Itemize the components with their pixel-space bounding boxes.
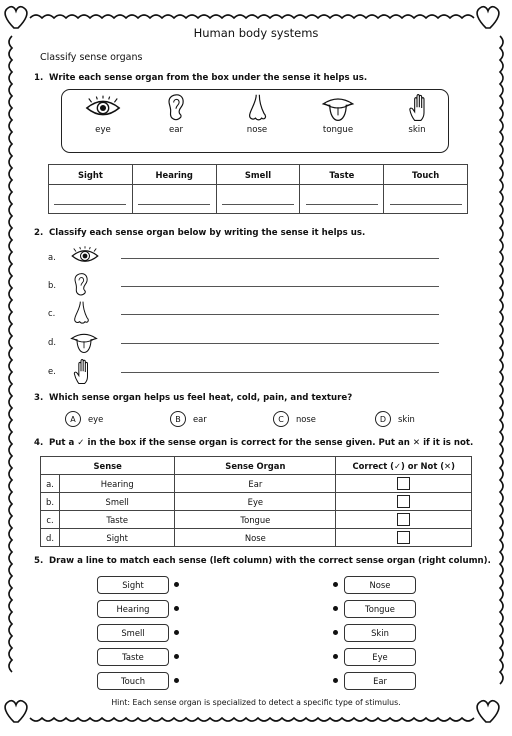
- table-header: Sense: [41, 457, 175, 475]
- left-match-dot[interactable]: [174, 606, 179, 611]
- organ-label: nose: [246, 125, 268, 135]
- question-3: [34, 393, 352, 403]
- right-match-dot[interactable]: [333, 606, 338, 611]
- answer-cell[interactable]: [300, 185, 384, 214]
- table-header: Sense Organ: [175, 457, 336, 475]
- organ-eye: [73, 94, 133, 135]
- answer-line[interactable]: [121, 343, 439, 344]
- match-organ-eye[interactable]: Eye: [344, 648, 416, 666]
- option-b[interactable]: [170, 411, 207, 427]
- table-header: Taste: [300, 165, 384, 185]
- question-text: Write each sense organ from the box under the sense it helps us.: [49, 73, 368, 83]
- check-cell: [336, 511, 472, 529]
- option-label: eye: [88, 414, 104, 424]
- answer-cell[interactable]: [216, 185, 300, 214]
- answer-cell[interactable]: [132, 185, 216, 214]
- sense-organ-word-box: [61, 89, 449, 153]
- match-organ-nose[interactable]: Nose: [344, 576, 416, 594]
- row-letter: b.: [48, 280, 56, 290]
- option-letter-circle[interactable]: A: [65, 411, 81, 427]
- right-match-dot[interactable]: [333, 654, 338, 659]
- organ-label: tongue: [322, 125, 354, 135]
- organ-skin: [387, 94, 447, 135]
- organ-tongue: [308, 94, 368, 135]
- ear-icon: [70, 273, 92, 297]
- organ-nose: [227, 94, 287, 135]
- row-letter: a.: [48, 252, 56, 262]
- match-organ-ear[interactable]: Ear: [344, 672, 416, 690]
- option-letter-circle[interactable]: D: [375, 411, 391, 427]
- question-5: [34, 556, 491, 566]
- check-table: [40, 456, 472, 547]
- organ-cell: Eye: [175, 493, 336, 511]
- left-match-dot[interactable]: [174, 678, 179, 683]
- option-label: skin: [398, 414, 415, 424]
- check-cell: [336, 493, 472, 511]
- answer-line[interactable]: [121, 258, 439, 259]
- left-match-dot[interactable]: [174, 654, 179, 659]
- right-match-dot[interactable]: [333, 582, 338, 587]
- eye-icon: [84, 94, 122, 122]
- row-letter: a.: [41, 475, 60, 493]
- row-letter: d.: [48, 337, 56, 347]
- classify-row: [48, 359, 448, 383]
- table-row: [41, 475, 472, 493]
- row-letter: c.: [41, 511, 60, 529]
- sense-sort-table: [48, 164, 468, 214]
- row-letter: e.: [48, 366, 56, 376]
- table-header: Touch: [384, 165, 468, 185]
- ear-icon: [164, 94, 188, 122]
- option-a[interactable]: [65, 411, 103, 427]
- question-number: 4.: [34, 438, 44, 448]
- sense-cell: Taste: [60, 511, 175, 529]
- organ-ear: [146, 94, 206, 135]
- row-letter: d.: [41, 529, 60, 547]
- row-letter: b.: [41, 493, 60, 511]
- classify-row: [48, 301, 448, 325]
- option-d[interactable]: [375, 411, 415, 427]
- table-row: [41, 511, 472, 529]
- question-text: Draw a line to match each sense (left column) with the correct sense organ (right column).: [49, 556, 491, 566]
- right-match-dot[interactable]: [333, 630, 338, 635]
- option-c[interactable]: [273, 411, 316, 427]
- eye-icon: [70, 245, 100, 267]
- page-subtitle: Classify sense organs: [40, 52, 143, 63]
- check-cell: [336, 529, 472, 547]
- classify-row: [48, 273, 448, 297]
- option-letter-circle[interactable]: C: [273, 411, 289, 427]
- classify-row: [48, 245, 448, 269]
- question-text: Classify each sense organ below by writing the sense it helps us.: [49, 228, 366, 238]
- option-letter-circle[interactable]: B: [170, 411, 186, 427]
- classify-row: [48, 330, 448, 354]
- organ-label: ear: [168, 125, 184, 135]
- option-label: ear: [193, 414, 207, 424]
- organ-cell: Tongue: [175, 511, 336, 529]
- answer-line[interactable]: [121, 372, 439, 373]
- nose-icon: [245, 94, 269, 122]
- answer-line[interactable]: [121, 286, 439, 287]
- match-sense-touch[interactable]: Touch: [97, 672, 169, 690]
- question-1: [34, 73, 367, 83]
- match-sense-taste[interactable]: Taste: [97, 648, 169, 666]
- answer-cell[interactable]: [49, 185, 133, 214]
- hint-text: Hint: Each sense organ is specialized to detect a specific type of stimulus.: [111, 698, 401, 707]
- hand-icon: [404, 94, 430, 122]
- sense-cell: Sight: [60, 529, 175, 547]
- sense-cell: Hearing: [60, 475, 175, 493]
- left-match-dot[interactable]: [174, 582, 179, 587]
- option-label: nose: [296, 414, 316, 424]
- table-header: Hearing: [132, 165, 216, 185]
- match-sense-smell[interactable]: Smell: [97, 624, 169, 642]
- question-4: [34, 438, 473, 448]
- answer-line[interactable]: [121, 314, 439, 315]
- organ-label: skin: [408, 125, 426, 135]
- table-header: Smell: [216, 165, 300, 185]
- match-organ-tongue[interactable]: Tongue: [344, 600, 416, 618]
- question-number: 5.: [34, 556, 44, 566]
- question-number: 1.: [34, 73, 44, 83]
- question-text: Which sense organ helps us feel heat, cold, pain, and texture?: [49, 393, 353, 403]
- question-number: 3.: [34, 393, 44, 403]
- match-sense-hearing[interactable]: Hearing: [97, 600, 169, 618]
- tongue-icon: [320, 94, 356, 122]
- page-title: Human body systems: [193, 26, 319, 40]
- answer-checkbox[interactable]: [397, 531, 410, 544]
- hand-icon: [70, 359, 92, 385]
- answer-checkbox[interactable]: [397, 495, 410, 508]
- answer-checkbox[interactable]: [397, 513, 410, 526]
- nose-icon: [70, 301, 92, 325]
- answer-checkbox[interactable]: [397, 477, 410, 490]
- check-cell: [336, 475, 472, 493]
- table-row: [41, 493, 472, 511]
- right-match-dot[interactable]: [333, 678, 338, 683]
- organ-cell: Ear: [175, 475, 336, 493]
- row-letter: c.: [48, 308, 56, 318]
- table-header: Correct (✓) or Not (✕): [336, 457, 472, 475]
- organ-cell: Nose: [175, 529, 336, 547]
- question-number: 2.: [34, 228, 44, 238]
- match-organ-skin[interactable]: Skin: [344, 624, 416, 642]
- question-text: Put a ✓ in the box if the sense organ is correct for the sense given. Put an ✕ if it is not.: [49, 438, 474, 448]
- table-row: [41, 529, 472, 547]
- table-header: Sight: [49, 165, 133, 185]
- answer-cell[interactable]: [384, 185, 468, 214]
- left-match-dot[interactable]: [174, 630, 179, 635]
- tongue-icon: [70, 330, 98, 354]
- match-sense-sight[interactable]: Sight: [97, 576, 169, 594]
- organ-label: eye: [95, 125, 111, 135]
- question-2: [34, 228, 365, 238]
- sense-cell: Smell: [60, 493, 175, 511]
